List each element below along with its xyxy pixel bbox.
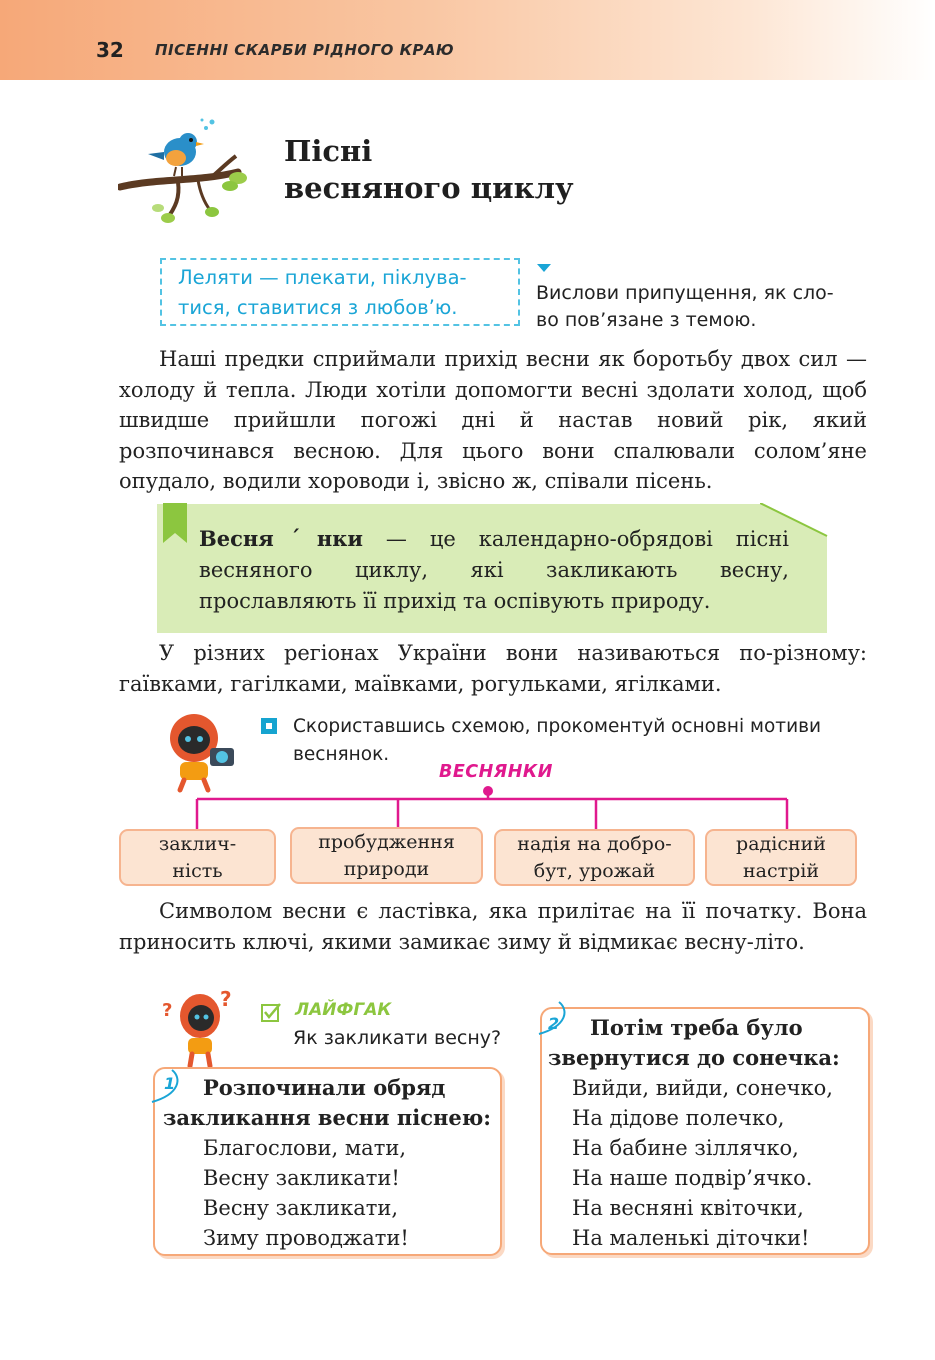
step-2-heading-1: Потім треба було	[590, 1015, 803, 1040]
step-2-verse	[572, 1073, 833, 1253]
page-header	[0, 0, 935, 80]
motif-1-line-2: ність	[172, 859, 223, 882]
hint-text	[536, 280, 870, 334]
robot-with-camera-icon	[160, 708, 246, 794]
step-2-verse-line: На маленькі діточки!	[572, 1226, 810, 1250]
step-1-number: 1	[164, 1074, 176, 1093]
scheme-connector-lines	[190, 786, 790, 832]
glossary-line-1: Леляти — плекати, піклува-	[178, 266, 467, 289]
paragraph-intro: Наші предки сприймали прихід весни як боротьбу двох сил — холоду й тепла. Люди хотіли допомогти весні здолати холод, щоб швидше прийшли погожі дні й настав новий рік, який розпочинався весною. Для цього вони спалювали солом’яне опудало, водили хороводи і, звісно ж, співали пісень.	[119, 347, 867, 493]
motif-3-line-2: бут, урожай	[533, 859, 656, 882]
checkbox-icon	[260, 1002, 282, 1024]
svg-text:?: ?	[220, 988, 232, 1011]
motif-3-line-1: надія на добро-	[517, 832, 672, 855]
glossary-box	[160, 258, 520, 326]
task-text: Скориставшись схемою, прокоментуй основні мотиви веснянок.	[293, 716, 822, 765]
lesson-title	[284, 133, 574, 207]
bird-on-branch-icon	[118, 112, 258, 232]
definition-body: — це календарно-обрядові пісні весняного циклу, які закликають весну, прославляють її прихід та оспівують природу.	[199, 527, 789, 613]
step-1-verse-line: Весну закликати!	[203, 1166, 400, 1190]
robot-thinking-icon	[160, 988, 240, 1068]
hint-line-1: Вислови припущення, як сло-	[536, 282, 834, 304]
step-1-heading-2: закликання весни піснею:	[163, 1105, 492, 1130]
triangle-marker-icon	[537, 264, 551, 272]
step-2-number: 2	[548, 1014, 560, 1033]
title-line-2: весняного циклу	[284, 171, 574, 205]
motif-1-line-1: заклич-	[158, 832, 237, 855]
task-square-icon	[261, 718, 277, 734]
step-1-verse-line: Весну закликати,	[203, 1196, 399, 1220]
lifehack-question: Як закликати весну?	[293, 1027, 502, 1049]
running-title: ПІСЕННІ СКАРБИ РІДНОГО КРАЮ	[155, 41, 455, 59]
motif-2-line-2: природи	[343, 857, 430, 880]
title-line-1: Пісні	[284, 134, 373, 168]
motif-box-4	[705, 829, 857, 886]
lifehack-title: ЛАЙФГАК	[295, 1000, 392, 1020]
scheme-title: ВЕСНЯНКИ	[439, 762, 553, 782]
motif-box-1	[119, 829, 276, 886]
hint-line-2: во пов’язане з темою.	[536, 309, 757, 331]
definition-text	[199, 523, 789, 617]
paragraph-swallow: Символом весни є ластівка, яка прилітає на її початку. Вона приносить ключі, якими замикає зиму й відмикає весну-літо.	[119, 899, 867, 954]
step-1-verse-line: Зиму проводжати!	[203, 1226, 409, 1250]
step-2-heading-2: звернутися до сонечка:	[548, 1045, 840, 1070]
definition-term: Весняˊнки	[199, 526, 363, 551]
motif-box-2	[290, 827, 483, 884]
step-2-verse-line: На наше подвір’ячко.	[572, 1166, 813, 1190]
step-2-verse-line: На бабине зіллячко,	[572, 1136, 799, 1160]
svg-text:?: ?	[162, 1000, 173, 1021]
step-1-heading-1: Розпочинали обряд	[203, 1075, 446, 1100]
glossary-line-2: тися, ставитися з любов’ю.	[178, 296, 458, 319]
motif-4-line-1: радісний	[736, 832, 826, 855]
step-1-verse	[203, 1133, 409, 1253]
step-1-verse-line: Благослови, мати,	[203, 1136, 406, 1160]
step-2-verse-line: Вийди, вийди, сонечко,	[572, 1076, 833, 1100]
step-2-verse-line: На весняні квіточки,	[572, 1196, 804, 1220]
motif-2-line-1: пробудження	[318, 830, 455, 853]
motif-box-3	[494, 829, 695, 886]
paragraph-regions: У різних регіонах України вони називаються по-різному: гаївками, гагілками, маївками, рогульками, ягілками.	[119, 641, 867, 696]
page-number: 32	[96, 38, 124, 62]
step-2-verse-line: На дідове полечко,	[572, 1106, 785, 1130]
motif-4-line-2: настрій	[742, 859, 820, 882]
